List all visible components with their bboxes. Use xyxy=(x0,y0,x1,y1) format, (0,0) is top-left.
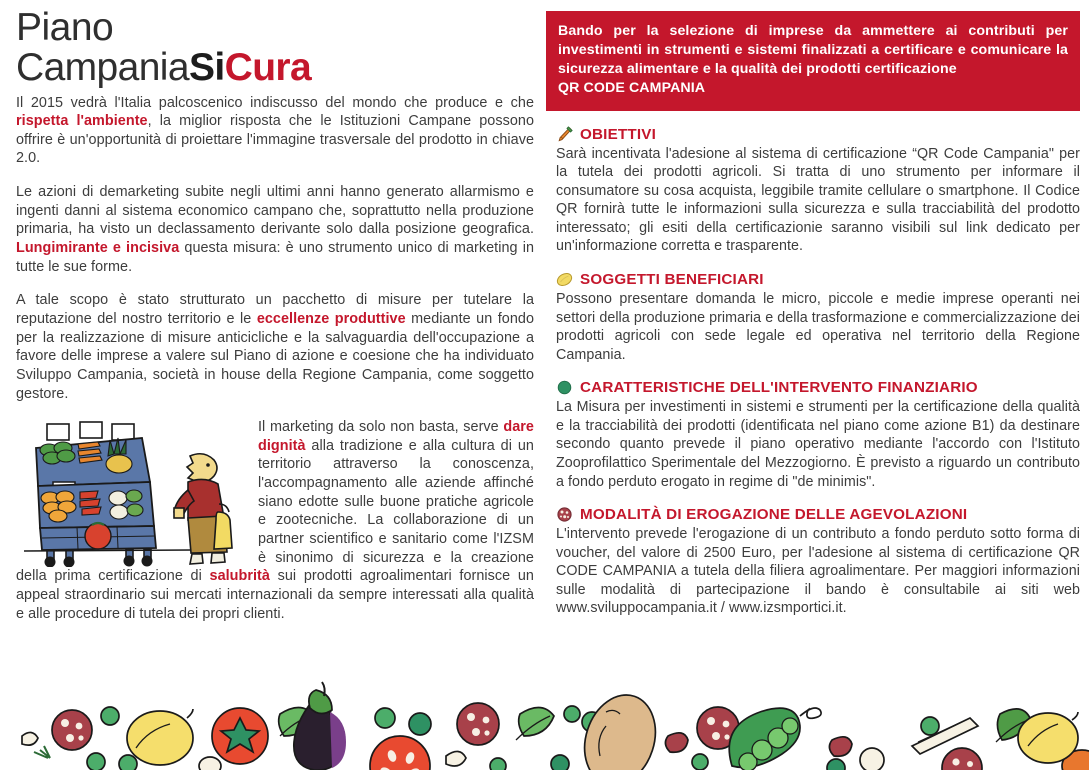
right-column xyxy=(546,11,1080,618)
left-column xyxy=(16,8,534,623)
title-line-2 xyxy=(16,45,534,89)
p4-part-c: sui prodotti agroalimentari fornisce un appeal straordinario sui mercati internazionali da sempre interessati alla qualità e alle procedure di tutela dei propri clienti. xyxy=(16,568,534,622)
section-title: OBIETTIVI xyxy=(580,125,657,143)
p4-highlight-1: dare dignità xyxy=(258,419,534,454)
section-modalita-erogazione xyxy=(546,506,1080,618)
p3-part-b: mediante un fondo per la realizzazione di misure anticicliche e la salvaguardia dell'occupazione a favore delle imprese a valere sul Piano di azione e coesione che ha individuato Sviluppo Campania, società in house della Regione Campania, come soggetto gestore. xyxy=(16,310,534,402)
section-soggetti-beneficiari xyxy=(546,271,1080,364)
salami-icon xyxy=(52,710,92,750)
section-header xyxy=(556,379,1080,396)
paragraph-3 xyxy=(16,291,534,403)
paragraph-1 xyxy=(16,94,534,169)
section-obiettivi xyxy=(546,126,1080,256)
mushroom-icon xyxy=(556,506,573,523)
p2-part-a: Le azioni di demarketing subite negli ultimi anni hanno generato allarmismo e ingenti danni al sistema economico campano che, soprattutto nella produzione primaria, ha visto un declassamento derivante solo dalla posizione geografica. xyxy=(16,184,534,238)
banner-bando xyxy=(546,11,1080,111)
section-title: CARATTERISTICHE DELL'INTERVENTO FINANZIARIO xyxy=(580,379,978,397)
pea-icon xyxy=(556,379,573,396)
lemon-icon xyxy=(556,271,573,288)
section-body: L'intervento prevede l'erogazione di un contributo a fondo perduto sotto forma di voucher, del valore di 2500 Euro, per l'adesione al sistema di certificazione QR CODE CAMPANIA a tutela della filiera agroalimentare. Per maggiori informazioni sulle modalità di partecipazione il bando è consultabile ai siti web www.sviluppocampania.it / www.izsmportici.it. xyxy=(556,526,1080,617)
section-header xyxy=(556,271,1080,288)
p4-part-b: alla tradizione e alla cultura di un territorio attraverso la conoscenza, l'accompagnamento alle aziende affinché siano edotte sulle buone pratiche agricole e zootecniche. La collaborazione di un partner scientifico e sanitario come l'IZSM è sinonimo di sicurezza e la creazione della prima certificazione di xyxy=(16,437,534,585)
p1-part-a: Il 2015 vedrà l'Italia palcoscenico indiscusso del mondo che produce e che xyxy=(16,94,534,111)
page-title xyxy=(16,8,534,88)
p3-highlight: eccellenze produttive xyxy=(256,310,406,327)
section-title: MODALITÀ DI EROGAZIONE DELLE AGEVOLAZIONI xyxy=(580,506,968,524)
title-campania: Campania xyxy=(16,45,189,89)
p2-part-b: questa misura: è uno strumento unico di marketing in tutte le sue forme. xyxy=(16,240,534,275)
food-illustration-border xyxy=(0,678,1089,770)
p4-highlight-2: salubrità xyxy=(209,568,270,585)
section-body: Sarà incentivata l'adesione al sistema di certificazione “QR Code Campania" per la tutela dei prodotti agricoli. Si tratta di uno strumento per informare il consumatore su cosa acquista, leggibile tramite cellulare o smartphone. Il Codice QR fornirà tutte le informazioni sulla sicurezza e sulla tracciabilità del prodotto interessato; gli esiti della certificazionie saranno visibili sul link dedicato per un'informazione corretta e trasparente. xyxy=(556,145,1080,255)
bean-icon xyxy=(665,733,688,752)
banner-text: Bando per la selezione di imprese da ammettere ai contributi per investimenti in strumenti e sistemi finalizzati a certificare e comunicare la sicurezza alimentare e la qualità dei prodotti certificazione xyxy=(558,23,1068,77)
p1-highlight: rispetta l'ambiente xyxy=(16,113,148,130)
pea-icon xyxy=(101,707,119,725)
title-cura: Cura xyxy=(224,45,312,89)
section-header xyxy=(556,506,1080,523)
market-stall-illustration xyxy=(22,420,248,567)
banner-last-line: QR CODE CAMPANIA xyxy=(558,79,706,96)
illustration-text-block xyxy=(16,418,534,623)
section-body: La Misura per investimenti in sistemi e strumenti per la certificazione della qualità e la tracciabilità dei prodotti (identificata nel piano come azione B1) da destinare secondo quanto prevede il piano operativo mediante l'accordo con l'Istituto Zooprofilattico Sperimentale del Mezzogiorno. È previsto a riguardo un contributo a fondo perduto erogato in regime di "de minimis". xyxy=(556,399,1080,490)
tomato-slice-icon xyxy=(370,736,430,770)
section-title: SOGGETTI BENEFICIARI xyxy=(580,270,764,288)
title-si: Si xyxy=(188,45,225,89)
section-header xyxy=(556,126,1080,143)
p1-part-b: , la miglior risposta che le Istituzioni Campane possono offrire è un'opportunità di proiettare l'immagine trasversale del prodotto in chiave 2.0. xyxy=(16,113,534,167)
paragraph-2 xyxy=(16,183,534,276)
title-line-1: Piano xyxy=(16,6,114,49)
p4-part-a: Il marketing da solo non basta, serve xyxy=(258,419,504,436)
carrot-icon xyxy=(556,126,573,143)
garlic-icon xyxy=(22,732,38,745)
p2-highlight: Lungimirante e incisiva xyxy=(16,240,180,257)
potato-icon xyxy=(573,686,666,770)
p3-part-a: A tale scopo è stato strutturato un pacchetto di misure per tutelare la reputazione del nostro territorio e le xyxy=(16,292,534,327)
section-body: Possono presentare domanda le micro, piccole e medie imprese operanti nei settori della produzione primaria e della trasformazione e commercializzazione dei prodotti agricoli con sede legale ed operativa nel territorio della Regione Campania. xyxy=(556,290,1080,363)
section-caratteristiche xyxy=(546,379,1080,491)
lemon-icon xyxy=(127,711,193,765)
